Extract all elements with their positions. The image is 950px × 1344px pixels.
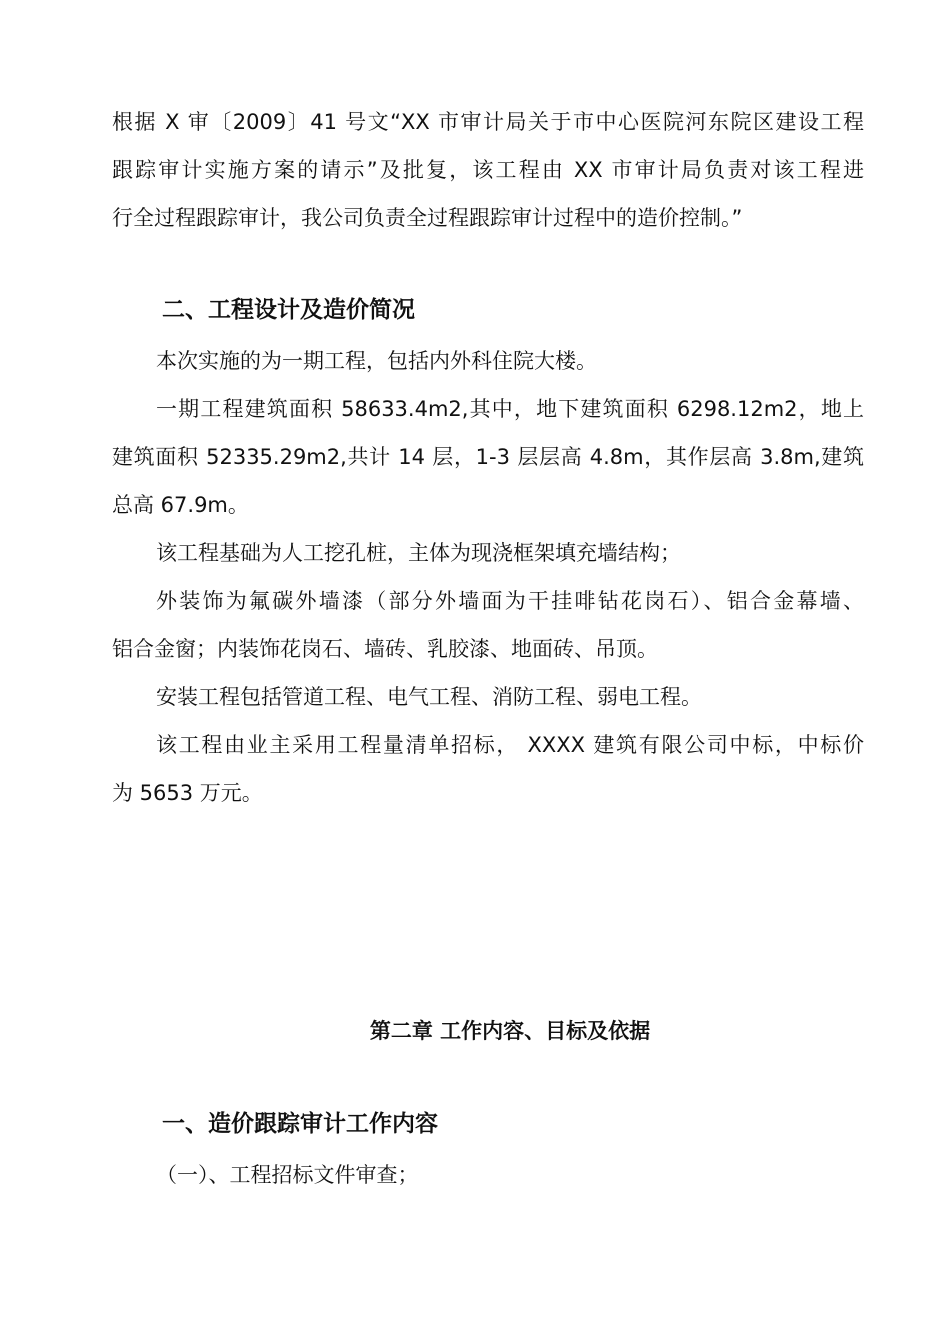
paragraph-installation: 安装工程包括管道工程、电气工程、消防工程、弱电工程。 (156, 685, 702, 709)
paragraph-decoration-line-1: 外装饰为氟碳外墙漆（部分外墙面为干挂啡钻花岗石）、铝合金幕墙、 (156, 589, 864, 613)
paragraph-phase-one: 本次实施的为一期工程，包括内外科住院大楼。 (156, 349, 597, 373)
intro-line-3: 行全过程跟踪审计，我公司负责全过程跟踪审计过程中的造价控制。” (112, 206, 743, 230)
intro-line-1: 根据 X 审〔2009〕41 号文“XX 市审计局关于市中心医院河东院区建设工程 (112, 110, 864, 134)
paragraph-bid-line-2: 为 5653 万元。 (112, 781, 263, 805)
intro-line-2: 跟踪审计实施方案的请示”及批复，该工程由 XX 市审计局负责对该工程进 (112, 158, 864, 182)
section-heading-design-cost: 二、工程设计及造价简况 (162, 297, 415, 323)
list-item-bid-document-review: （一）、工程招标文件审查； (156, 1163, 419, 1187)
paragraph-area-line-1: 一期工程建筑面积 58633.4m2,其中，地下建筑面积 6298.12m2，地上 (156, 397, 864, 421)
paragraph-area-line-2: 建筑面积 52335.29m2,共计 14 层，1-3 层层高 4.8m，其作层高 3.8m,建筑 (112, 445, 864, 469)
chapter-title: 第二章 工作内容、目标及依据 (369, 1019, 651, 1043)
paragraph-bid-line-1: 该工程由业主采用工程量清单招标， XXXX 建筑有限公司中标，中标价 (156, 733, 864, 757)
section-heading-audit-content: 一、造价跟踪审计工作内容 (162, 1111, 438, 1137)
paragraph-area-line-3: 总高 67.9m。 (112, 493, 249, 517)
paragraph-foundation: 该工程基础为人工挖孔桩，主体为现浇框架填充墙结构； (156, 541, 681, 565)
paragraph-decoration-line-2: 铝合金窗；内装饰花岗石、墙砖、乳胶漆、地面砖、吊顶。 (112, 637, 658, 661)
